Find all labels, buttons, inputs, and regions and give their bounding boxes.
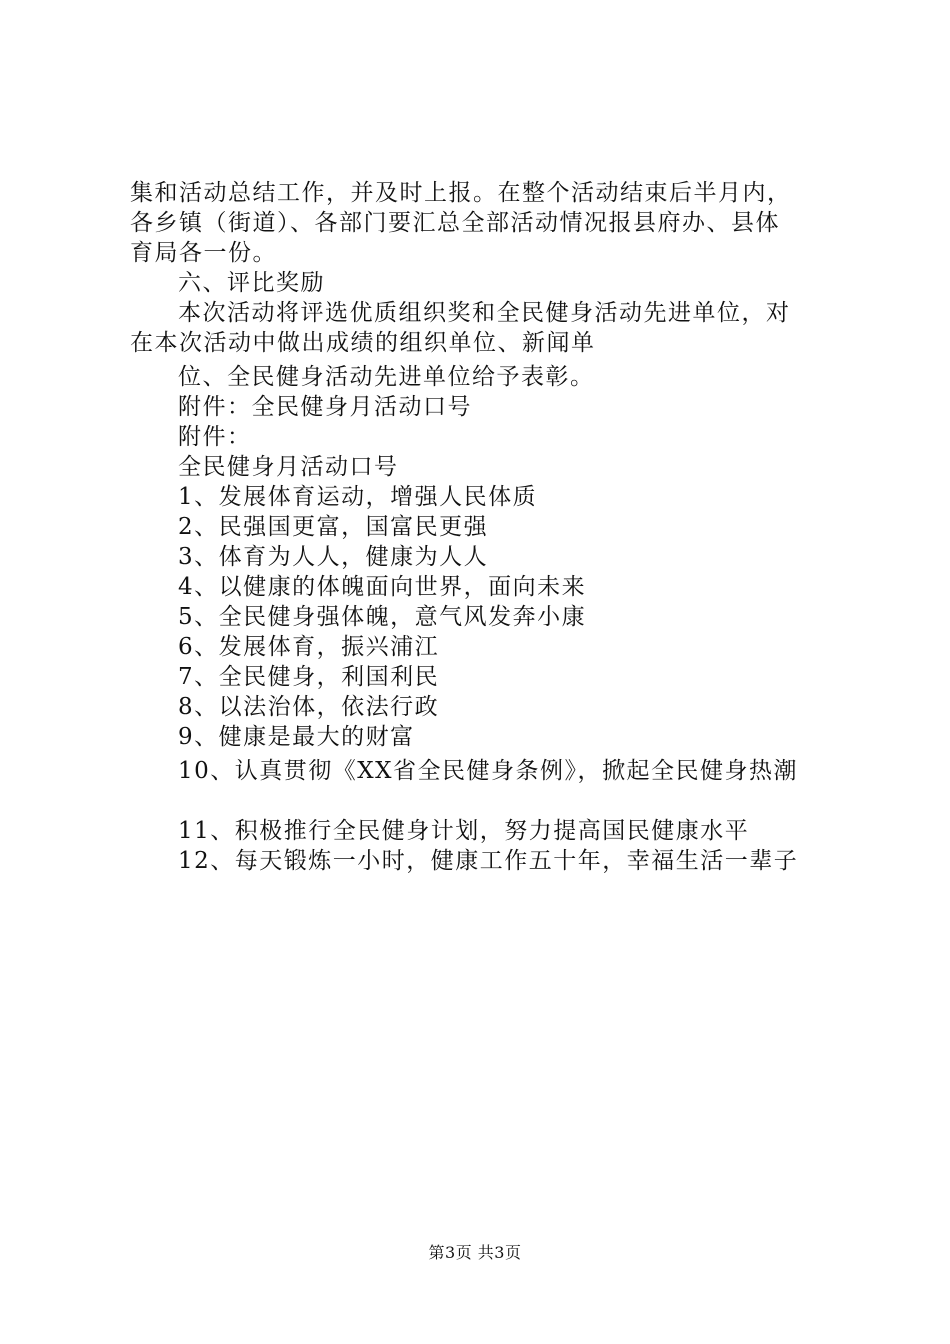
paragraph-line: 在本次活动中做出成绩的组织单位、新闻单	[130, 330, 596, 356]
slogan-item: 2、民强国更富，国富民更强	[178, 514, 489, 540]
slogan-item: 9、健康是最大的财富	[178, 724, 415, 750]
slogan-item: 8、以法治体，依法行政	[178, 694, 440, 720]
paragraph-line: 育局各一份。	[130, 240, 277, 266]
section-heading: 六、评比奖励	[178, 270, 325, 296]
paragraph-line: 位、全民健身活动先进单位给予表彰。	[178, 364, 595, 390]
paragraph-line: 集和活动总结工作，并及时上报。在整个活动结束后半月内，	[130, 180, 792, 206]
paragraph-line: 各乡镇（街道）、各部门要汇总全部活动情况报县府办、县体	[130, 210, 780, 236]
slogan-item: 5、全民健身强体魄，意气风发奔小康	[178, 604, 587, 630]
slogan-item: 6、发展体育，振兴浦江	[178, 634, 440, 660]
attachment-line: 附件：全民健身月活动口号	[178, 394, 472, 420]
attachment-title: 全民健身月活动口号	[178, 454, 399, 480]
slogan-item: 1、发展体育运动，增强人民体质	[178, 484, 538, 510]
paragraph-line: 本次活动将评选优质组织奖和全民健身活动先进单位，对	[178, 300, 791, 326]
slogan-item: 7、全民健身，利国利民	[178, 664, 440, 690]
slogan-item: 10、认真贯彻《XX省全民健身条例》，掀起全民健身热潮	[178, 758, 799, 784]
slogan-item: 4、以健康的体魄面向世界，面向未来	[178, 574, 587, 600]
slogan-item: 11、积极推行全民健身计划，努力提高国民健康水平	[178, 818, 750, 844]
attachment-label: 附件：	[178, 424, 252, 450]
slogan-item: 3、体育为人人，健康为人人	[178, 544, 489, 570]
slogan-item: 12、每天锻炼一小时，健康工作五十年，幸福生活一辈子	[178, 848, 799, 874]
page-number-footer: 第3页 共3页	[428, 1243, 522, 1262]
